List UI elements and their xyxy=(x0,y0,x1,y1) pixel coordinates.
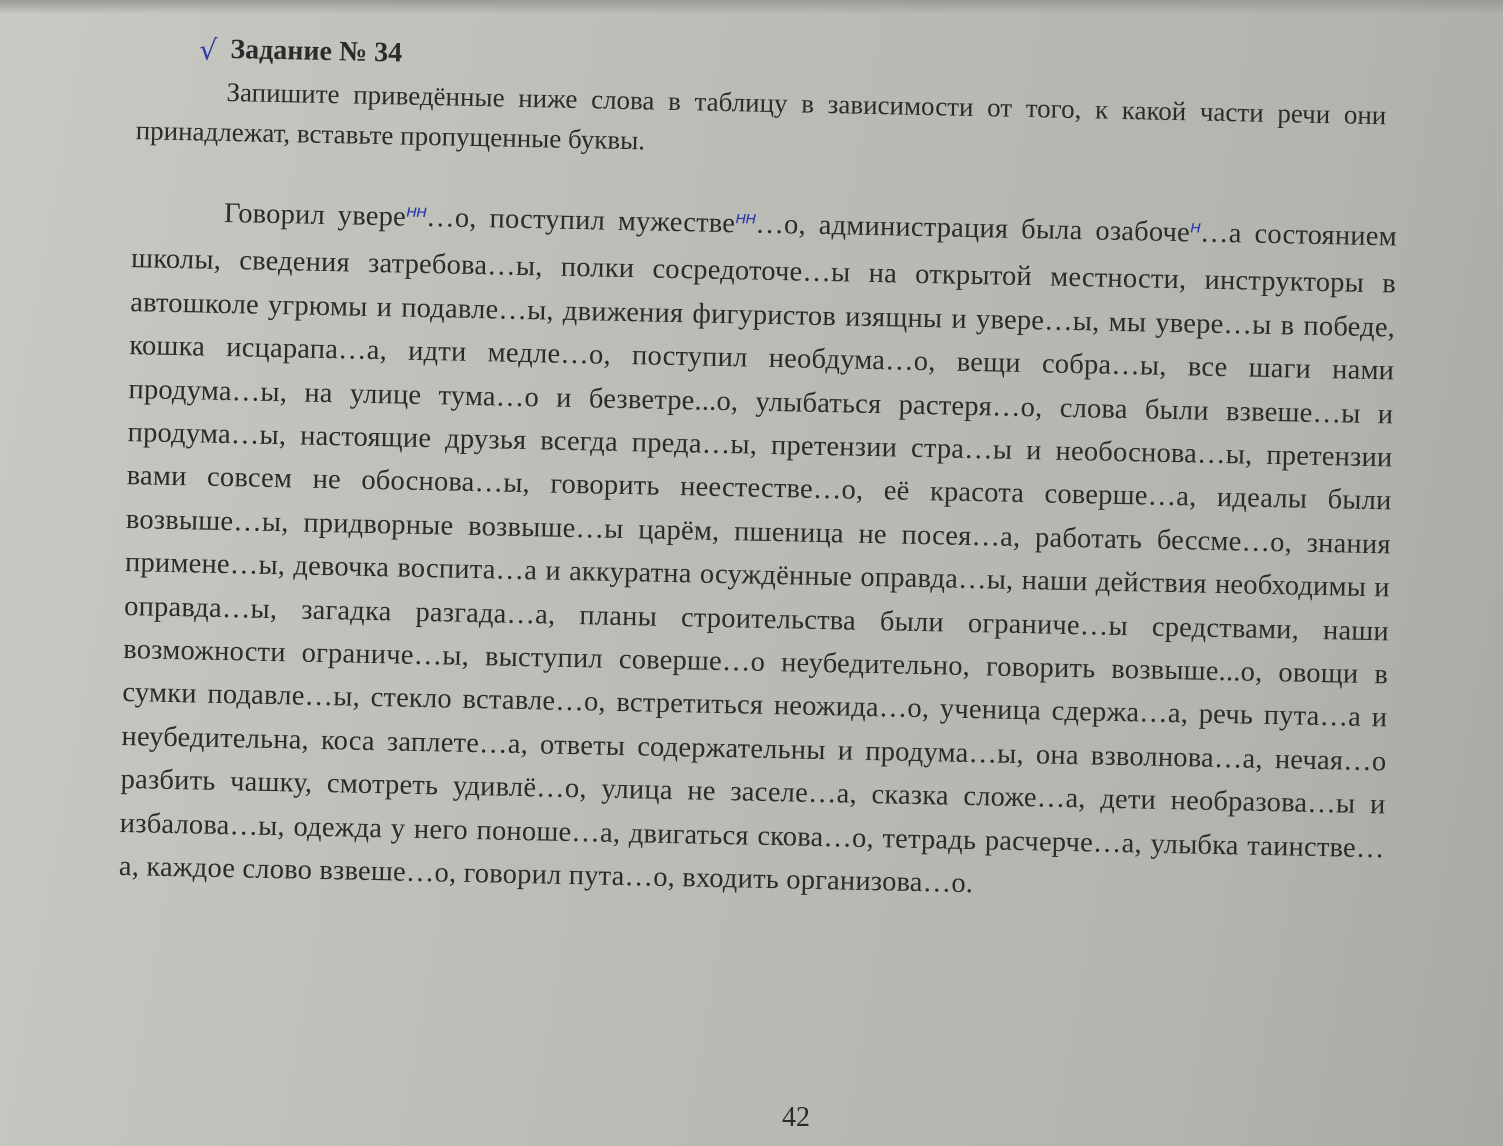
exercise-text-part: Говорил увере xyxy=(223,197,407,233)
exercise-text-part: …о, администрация была озабоче xyxy=(755,208,1191,249)
check-mark-icon: √ xyxy=(199,33,218,67)
task-instruction: Запишите приведённые ниже слова в таблицу в зависимости от того, к какой части речи они принадлежат, вставьте пропущенные буквы. xyxy=(135,76,1387,156)
exercise-text xyxy=(119,190,1398,914)
page-number: 42 xyxy=(782,1102,810,1133)
exercise-text-part: …а состоянием школы, сведения затребова…ы, полки сосредоточе…ы на открытой местности, инструкторы в автошколе угрюмы и подавле…ы, движения фигуристов изящны и увере…ы, мы увере…ы в победе, кошка исцарапа…а, идти медле…о, поступил необдума…о, вещи собра…ы, все шаги нами продума…ы, на улице тума…о и безветре...о, улыбаться растеря…о, слова были взвеше…ы и продума…ы, настоящие друзья всегда преда…ы, претензии стра…ы и необоснова…ы, претензии вами совсем не обоснова…ы, говорить неестестве…о, её красота соверше…а, идеалы были возвыше…ы, придворные возвыше…ы царём, пшеница не посея…а, работать бессме…о, знания примене…ы, девочка воспита…а и аккуратна осуждённые оправда…ы, наши действия необходимы и оправда…ы, загадка разгада…а, планы строительства были ограниче…ы средствами, наши возможности ограниче…ы, выступил соверше…о неубедительно, говорить возвыше...о, овощи в сумки подавле…ы, стекло вставле…о, встретиться неожида…о, ученица сдержа…а, речь пута…а и неубедительна, коса заплете…а, ответы содержательны и продума…ы, она взволнова…а, нечая…о разбить чашку, смотреть удивлё…о, улица не заселе…а, сказка сложе…а, дети необразова…ы и избалова…ы, одежда у него поноше…а, двигаться скова…о, тетрадь расчерче…а, улыбка таинстве…а, каждое слово взвеше…о, говорил пута…о, входить организова…о. xyxy=(118,217,1398,900)
previous-page-edge xyxy=(0,0,1503,14)
handwritten-insert: н xyxy=(1189,217,1201,238)
task-title: Задание № 34 xyxy=(230,34,403,69)
handwritten-insert: нн xyxy=(735,208,756,229)
page-content xyxy=(118,18,1413,900)
exercise-text-part: …о, поступил мужестве xyxy=(425,202,736,240)
handwritten-insert: нн xyxy=(405,201,427,223)
